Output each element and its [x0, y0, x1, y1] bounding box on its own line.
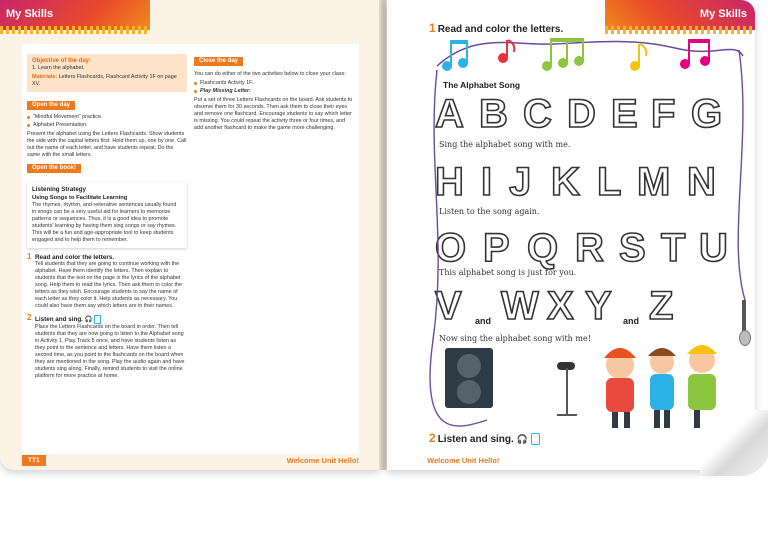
strategy-title: Listening Strategy [32, 186, 86, 193]
step-1 [27, 254, 187, 310]
tablet-icon [531, 433, 540, 445]
step-text: Tell students that they are going to continue working with the alphabet. Have them identify the letters. Then explain to students that the text on the page is the lyrics of the alphabet song. Help them to read the lyrics. Then ask them to color the letters as they wish. Encourage students to say the name of each letter as they color it. Help students as necessary. You could also have them say which letters are in their names. [35, 261, 183, 309]
headphones-icon: 🎧 [84, 316, 93, 324]
outline-letter[interactable]: Z [649, 284, 674, 328]
strategy-subtitle: Using Songs to Facilitate Learning [32, 195, 128, 201]
and-word: and [475, 316, 492, 326]
outline-letter[interactable]: G [691, 92, 723, 136]
step-text: Place the Letters Flashcards on the board in order. Then tell students that they are now going to listen to the Alphabet song in Activity 1. Play Track 5 once, and have students listen as they point to the sentence and letters. Have them listen a second time, as you point to the flashcards on the board when they are mentioned in the song. Play the audio again and have students sing along. Finally, remind students to visit the online platform for more practice at home. [35, 324, 185, 379]
bullet-item: Flashcards Activity 1F. [194, 80, 354, 87]
outline-letter[interactable]: W [501, 284, 539, 328]
step-title: Listen and sing. [35, 316, 83, 324]
close-day-text: Put a set of three Letters Flashcards on the board. Ask students to observe them for 30 seconds. Then ask them to close their eyes and remove one flashcard. Encourage students to say which letter is missing. You could repeat the activity three or four times, and add another flashcard to make the game more challenging. [194, 97, 353, 131]
materials-label: Materials: [32, 74, 58, 80]
outline-letter[interactable]: F [651, 92, 676, 136]
exercise-2-heading [429, 431, 540, 445]
open-the-book-tag: Open the book! [27, 164, 81, 173]
exercise-number: 2 [429, 431, 436, 445]
step-number: 2 [27, 313, 32, 322]
step-number: 1 [27, 252, 32, 261]
left-footer [22, 455, 359, 467]
exercise-title: Read and color the letters. [437, 24, 564, 35]
outline-letter[interactable]: K [551, 160, 580, 204]
song-lyric: Sing the alphabet song with me. [439, 140, 571, 149]
unit-label: Welcome Unit Hello! [286, 456, 359, 465]
outline-letter[interactable]: J [509, 160, 532, 204]
open-the-day-tag: Open the day [27, 101, 75, 110]
outline-letter[interactable]: I [481, 160, 493, 204]
headphones-icon: 🎧 [516, 434, 528, 444]
materials-text: Letters Flashcards, Flashcard Activity 1F on page XV. [32, 74, 177, 87]
close-day-intro: You can do either of the two activities below to close your class: [194, 71, 346, 77]
outline-letter[interactable]: L [597, 160, 622, 204]
and-word: and [623, 316, 640, 326]
microphone-icon [739, 300, 749, 346]
objective-heading: Objective of the day: [32, 58, 92, 64]
bullet-item: Alphabet Presentation. [27, 122, 187, 129]
teacher-page [0, 0, 381, 470]
student-page [387, 0, 755, 470]
page-number: TT1 [22, 455, 46, 466]
outline-letter[interactable]: B [479, 92, 508, 136]
outline-letter[interactable]: T [661, 226, 686, 270]
outline-letter[interactable]: D [567, 92, 596, 136]
outline-letter[interactable]: U [699, 226, 728, 270]
outline-letter[interactable]: M [637, 160, 671, 204]
bullet-item: “Mindful Movement” practice. [27, 114, 187, 121]
teacher-notes-panel [22, 44, 359, 454]
section-header: My Skills [6, 8, 54, 20]
song-lyric: This alphabet song is just for you. [439, 268, 577, 277]
tablet-icon [94, 315, 101, 324]
outline-letter[interactable]: S [619, 226, 646, 270]
unit-label: Welcome Unit Hello! [427, 456, 500, 465]
listening-strategy-box [27, 182, 187, 248]
mic-stand-icon [557, 362, 577, 422]
page-curl [700, 410, 768, 476]
section-header: My Skills [699, 8, 747, 20]
speaker-icon [445, 348, 493, 408]
outline-letter[interactable]: A [435, 92, 464, 136]
open-day-text: Present the alphabet using the Letters Flashcards. Show students the side with the capital letters first. Hold them up, one by one. Call out the name of each letter, and have students repeat. Do the same with the small letters. [27, 131, 187, 158]
exercise-title: Listen and sing. [437, 434, 514, 445]
exercise-number: 1 [429, 21, 436, 35]
objective-item: 1. Learn the alphabet. [32, 65, 85, 71]
outline-letter[interactable]: R [575, 226, 604, 270]
outline-letter[interactable]: N [687, 160, 716, 204]
outline-letter[interactable]: X [547, 284, 574, 328]
objective-box [27, 54, 187, 92]
exercise-1-heading [429, 21, 563, 35]
column-right [194, 54, 354, 134]
outline-letter[interactable]: V [435, 284, 462, 328]
outline-letter[interactable]: C [523, 92, 552, 136]
step-2 [27, 315, 187, 380]
song-lyric: Listen to the song again. [439, 207, 540, 216]
outline-letter[interactable]: H [435, 160, 464, 204]
column-left [27, 54, 187, 380]
outline-letter[interactable]: Q [527, 226, 559, 270]
close-the-day-tag: Close the day [194, 57, 243, 66]
outline-letter[interactable]: E [611, 92, 638, 136]
song-title: The Alphabet Song [443, 80, 521, 90]
outline-letter[interactable]: P [483, 226, 510, 270]
step-title: Read and color the letters. [35, 254, 115, 261]
strategy-text: The rhymes, rhythm, and reiterative sentences usually found in songs can be a very useful aid for learners to memorize patterns or sequences. Thus, it is a good idea to promote students' learning by having them sing songs or say rhymes. This will be a fun and age-appropriate tool to keep students engaged and to help them to remember. [32, 202, 177, 243]
outline-letter[interactable]: Y [585, 284, 612, 328]
song-lyric: Now sing the alphabet song with me! [439, 334, 591, 343]
bullet-item: Play Missing Letter: [194, 88, 354, 95]
outline-letter[interactable]: O [435, 226, 467, 270]
